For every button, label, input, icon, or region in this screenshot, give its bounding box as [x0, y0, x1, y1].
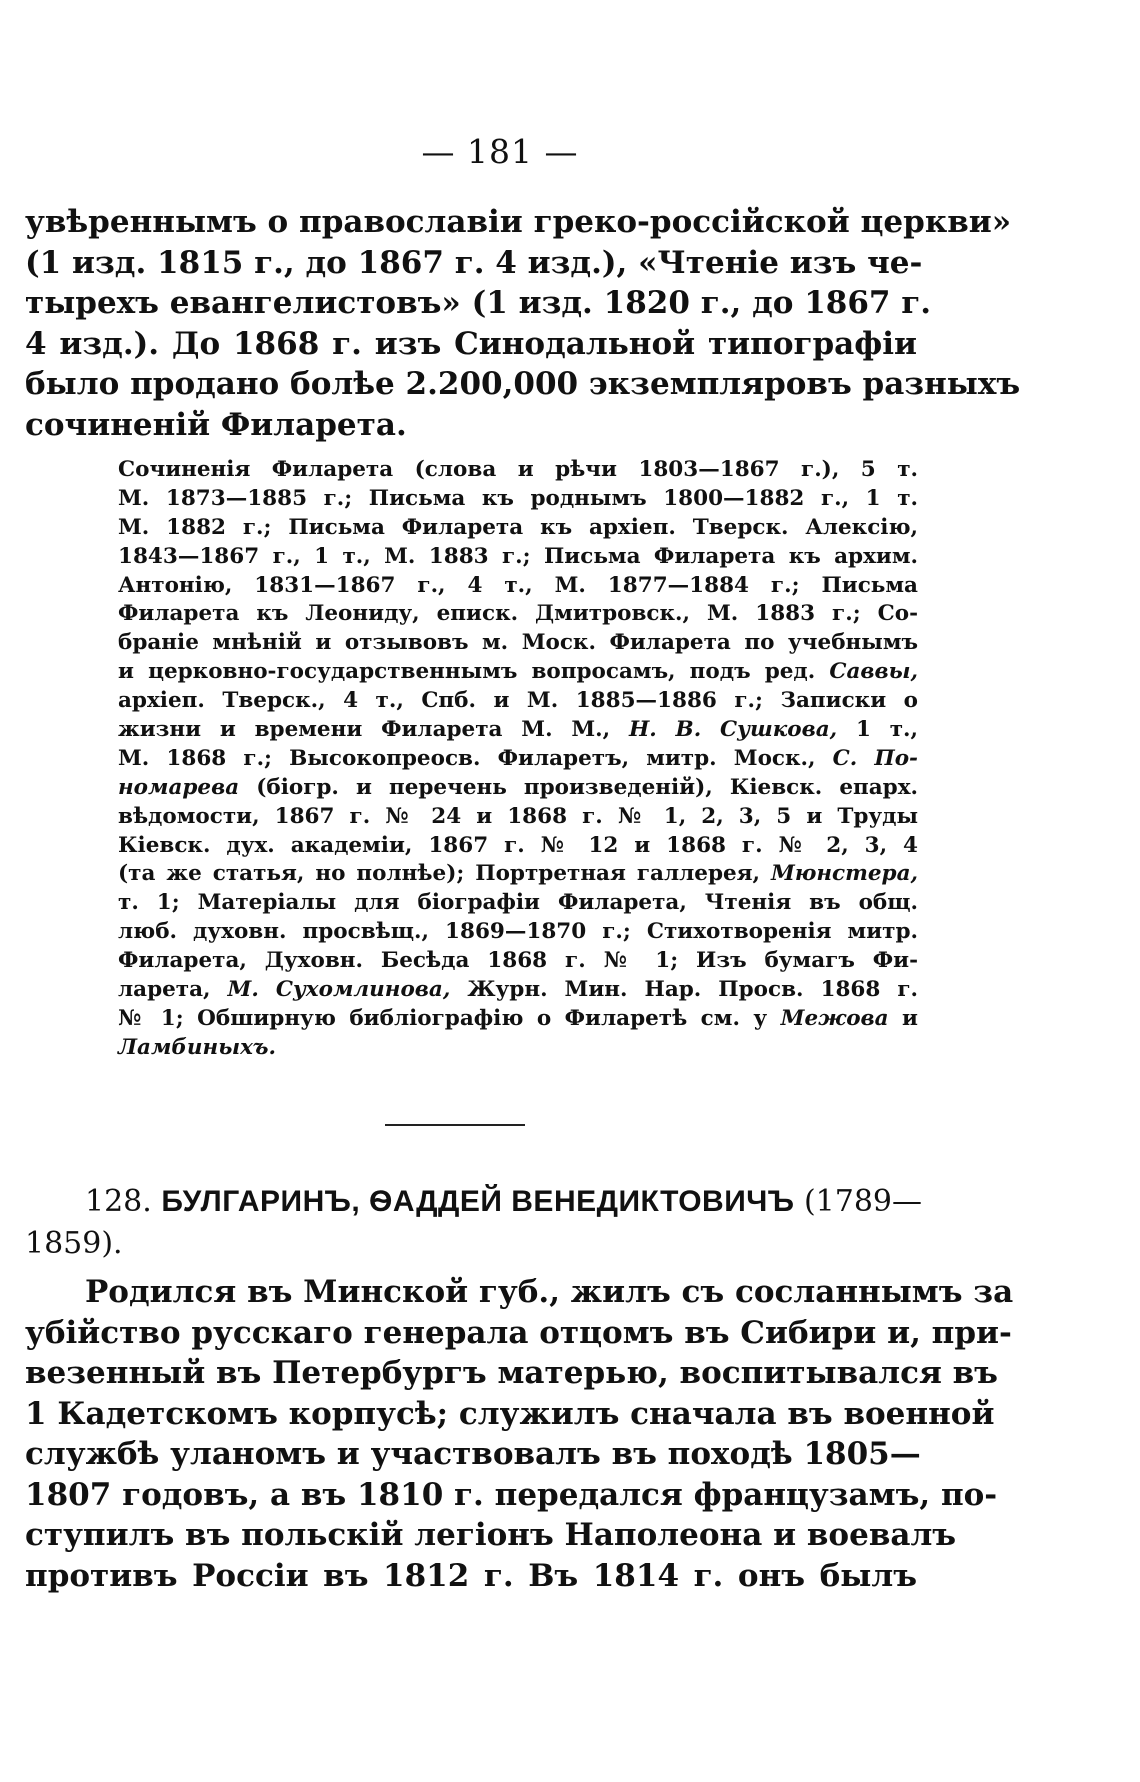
note-line: [118, 629, 918, 658]
text-line: убійство русскаго генерала отцомъ въ Сибири и, при-: [25, 1314, 1012, 1351]
note-segment: № 1; Обширную библіографію о Филаретѣ см. у: [118, 1005, 781, 1031]
note-italic-segment: С. По-: [832, 745, 918, 771]
note-line: [118, 485, 918, 514]
text-line: увѣреннымъ о православіи греко-россійской церкви»: [25, 204, 1012, 240]
text-line: службѣ уланомъ и участвовалъ въ походѣ 1805—: [25, 1436, 921, 1472]
note-line: [118, 803, 918, 832]
note-segment: т. 1; Матеріалы для біографіи Филарета, Чтенія въ общ.: [118, 890, 918, 916]
entry-number: 128.: [85, 1184, 152, 1219]
text-line: было продано болѣе 2.200,000 экземпляровъ разныхъ: [25, 366, 1021, 402]
note-line: [118, 600, 918, 629]
text-line: везенный въ Петербургъ матерью, воспитывался въ: [25, 1355, 998, 1391]
bibliography-notes: [118, 456, 918, 1063]
note-segment: М. 1873—1885 г.; Письма къ роднымъ 1800—1882 г., 1 т.: [118, 485, 918, 511]
entry-name: БУЛГАРИНЪ, ѲАДДЕЙ ВЕНЕДИКТОВИЧЪ: [161, 1185, 795, 1218]
note-italic-segment: Межова: [780, 1005, 889, 1031]
bio-paragraph: [25, 1272, 1014, 1596]
note-italic-segment: номарева: [118, 774, 240, 800]
note-line: [118, 745, 918, 774]
text-line: 4 изд.). До 1868 г. изъ Синодальной типографіи: [25, 325, 917, 362]
note-line: [118, 456, 918, 485]
note-segment: Филарета, Духовн. Бесѣда 1868 г. № 1; Изъ бумагъ Фи-: [118, 948, 918, 974]
top-paragraph: [25, 202, 1021, 445]
text-line: ступилъ въ польскій легіонъ Наполеона и воевалъ: [25, 1517, 957, 1553]
note-segment: Сочиненія Филарета (слова и рѣчи 1803—1867 г.), 5 т.: [118, 457, 918, 482]
note-italic-segment: Н. В. Сушкова,: [628, 717, 838, 743]
note-line: [118, 1005, 918, 1034]
text-line: противъ Россіи въ 1812 г. Въ 1814 г. онъ былъ: [25, 1557, 917, 1594]
note-line: [118, 687, 918, 716]
text-line: (1 изд. 1815 г., до 1867 г. 4 изд.), «Чтеніе изъ че-: [25, 244, 923, 281]
note-line: [118, 976, 918, 1005]
note-segment: (біогр. и перечень произведеній), Кіевск. епарх.: [239, 774, 918, 800]
section-divider: [385, 1124, 525, 1126]
note-line: [118, 832, 918, 861]
note-segment: люб. духовн. просвѣщ., 1869—1870 г.; Стихотворенія митр.: [118, 919, 918, 945]
entry-dates-start: (1789—: [803, 1184, 923, 1219]
note-line: [118, 543, 918, 572]
note-segment: М. 1868 г.; Высокопреосв. Филаретъ, митр. Моск.,: [118, 745, 833, 771]
note-line: [118, 860, 918, 889]
note-line: [118, 514, 918, 543]
note-segment: вѣдомости, 1867 г. № 24 и 1868 г. № 1, 2, 3, 5 и Труды: [118, 803, 918, 829]
note-italic-segment: М. Сухомлинова,: [227, 977, 451, 1003]
note-line: [118, 716, 918, 745]
note-segment: 1 т.,: [837, 717, 918, 743]
entry-dates-end: 1859).: [25, 1226, 123, 1261]
note-segment: архіеп. Тверск., 4 т., Спб. и М. 1885—1886 г.; Записки о: [118, 688, 918, 714]
note-segment: браніе мнѣній и отзывовъ м. Моск. Филарета по учебнымъ: [118, 630, 918, 656]
note-line: [118, 947, 918, 976]
note-segment: Кіевск. дух. академіи, 1867 г. № 12 и 1868 г. № 2, 3, 4: [118, 832, 918, 858]
text-line: 1807 годовъ, а въ 1810 г. передался французамъ, по-: [25, 1476, 998, 1513]
note-segment: ларета,: [118, 977, 228, 1003]
note-line: [118, 889, 918, 918]
note-line: [118, 1034, 918, 1063]
note-line: [118, 658, 918, 687]
note-segment: М. 1882 г.; Письма Филарета къ архіеп. Тверск. Алексію,: [118, 514, 918, 540]
text-line: тырехъ евангелистовъ» (1 изд. 1820 г., до 1867 г.: [25, 285, 932, 321]
note-italic-segment: Саввы,: [829, 659, 918, 685]
page-number: — 181 —: [421, 132, 579, 171]
text-line: Родился въ Минской губ., жилъ съ сосланнымъ за: [85, 1274, 1014, 1310]
note-segment: и: [888, 1005, 919, 1031]
note-segment: (та же статья, но полнѣе); Портретная галлерея,: [118, 861, 772, 887]
note-segment: Антонію, 1831—1867 г., 4 т., М. 1877—1884 г.; Письма: [118, 572, 918, 598]
note-segment: Журн. Мин. Нар. Просв. 1868 г.: [450, 977, 918, 1003]
note-italic-segment: Ламбиныхъ.: [118, 1034, 277, 1060]
note-segment: жизни и времени Филарета М. М.,: [118, 717, 629, 743]
note-segment: и церковно-государственнымъ вопросамъ, подъ ред.: [118, 659, 830, 685]
note-line: [118, 572, 918, 601]
note-segment: 1843—1867 г., 1 т., М. 1883 г.; Письма Филарета къ архим.: [118, 543, 918, 569]
text-line: 1 Кадетскомъ корпусѣ; служилъ сначала въ военной: [25, 1395, 995, 1432]
note-segment: Филарета къ Леониду, еписк. Дмитровск., М. 1883 г.; Со-: [118, 601, 918, 627]
text-line: сочиненій Филарета.: [25, 406, 407, 443]
note-line: [118, 918, 918, 947]
note-italic-segment: Мюнстера,: [771, 861, 918, 887]
note-line: [118, 774, 918, 803]
entry-heading: [85, 1181, 923, 1223]
